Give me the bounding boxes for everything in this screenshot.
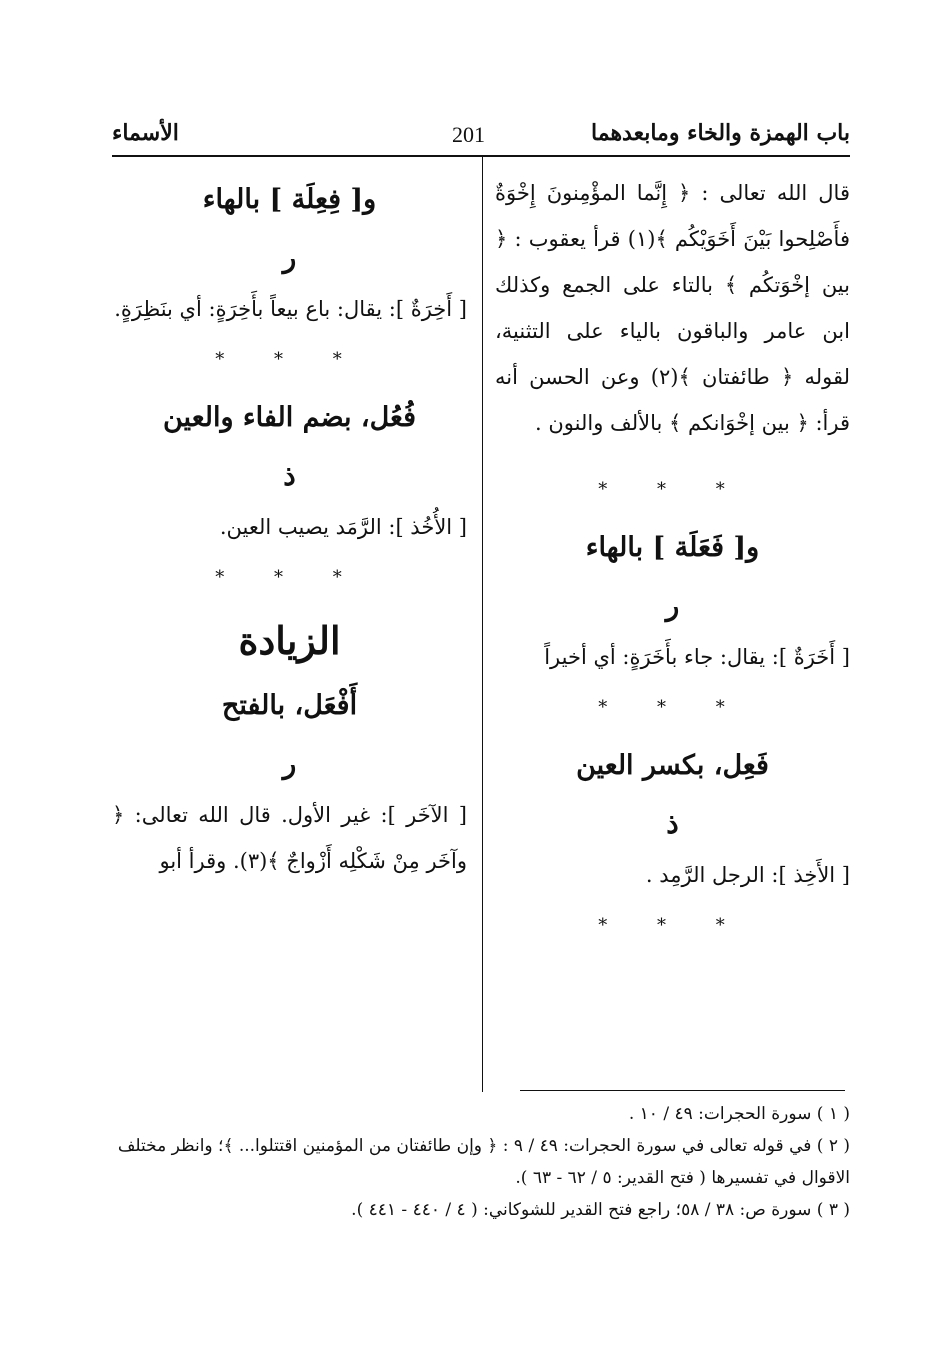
footnote: ( ٢ ) في قوله تعالى في سورة الحجرات: ٤٩ / ٩ : ﴿ وإن طائفتان من المؤمنين اقتتلوا... ﴾؛ وانظر مختلف الاقوال في تفسيرها ( فتح القدير: ٥ / ٦٢ - ٦٣ ).: [117, 1136, 850, 1188]
chapter-title: باب الهمزة والخاء ومابعدهما: [591, 120, 850, 146]
section-separator: * * *: [598, 479, 747, 500]
section-separator: * * *: [215, 349, 364, 370]
page-header: [112, 112, 850, 154]
dictionary-entry: [ الآخَر ]: غير الأول. قال الله تعالى: ﴿ وآخَر مِنْ شَكْلِه أَزْواجٌ ﴾(٣). وقرأ أبو: [112, 803, 467, 873]
root-letter: ر: [282, 241, 297, 274]
section-heading: فُعُل، بضم الفاء والعين: [163, 402, 416, 433]
section-heading: و[ فَعَلَة ] بالهاء: [585, 532, 760, 563]
page-number: 201: [452, 122, 485, 147]
dictionary-entry: [ الأُخُذ ]: الرَّمَد يصيب العين.: [219, 515, 467, 539]
section-separator: * * *: [215, 567, 364, 588]
dictionary-entry: [ الأَخِذ ]: الرجل الرَّمِد .: [645, 863, 850, 887]
footnote: ( ١ ) سورة الحجرات: ٤٩ / ١٠ .: [628, 1104, 850, 1124]
section-heading: و[ فِعِلَة ] بالهاء: [202, 184, 377, 215]
header-rule: [112, 155, 850, 157]
root-letter: ذ: [283, 459, 296, 492]
section-title: الأسماء: [112, 120, 179, 146]
major-heading: الزيادة: [238, 618, 341, 663]
root-letter: ر: [665, 589, 680, 622]
column-divider: [482, 157, 483, 1092]
footnotes: [110, 1098, 850, 1226]
right-column: [495, 170, 850, 954]
footnote-rule: [520, 1090, 845, 1091]
paragraph-quran-verse: قال الله تعالى : ﴿ إِنَّما المؤْمِنونَ إِخْوَةٌ فأَصْلِحوا بَيْنَ أَخَوَيْكُم ﴾(١) قرأ يعقوب : ﴿ بين إخْوَتكُم ﴾ بالتاء على الجمع وكذلك ابن عامر والباقون بالياء على التثنية، لقوله ﴿ طائفتان ﴾(٢) وعن الحسن أنه قرأ: ﴿ بين إخْوَانكم ﴾ بالألف والنون .: [495, 181, 851, 435]
dictionary-entry: [ أَخَرَةٌ ]: يقال: جاء بأَخَرَةٍ: أي أخيراً: [544, 645, 850, 669]
dictionary-entry: [ أَخِرَةٌ ]: يقال: باع بيعاً بأَخِرَةٍ: أي بنَظِرَةٍ.: [114, 297, 467, 321]
left-column: [112, 170, 467, 884]
section-separator: * * *: [598, 915, 747, 936]
footnote: ( ٣ ) سورة ص: ٣٨ / ٥٨؛ راجع فتح القدير للشوكاني: ( ٤ / ٤٤٠ - ٤٤١ ).: [351, 1200, 850, 1220]
root-letter: ر: [282, 747, 297, 780]
section-heading: فَعِل، بكسر العين: [576, 750, 769, 781]
section-separator: * * *: [598, 697, 747, 718]
section-heading: أَفْعَل، بالفتح: [221, 690, 358, 721]
root-letter: ذ: [666, 807, 679, 840]
